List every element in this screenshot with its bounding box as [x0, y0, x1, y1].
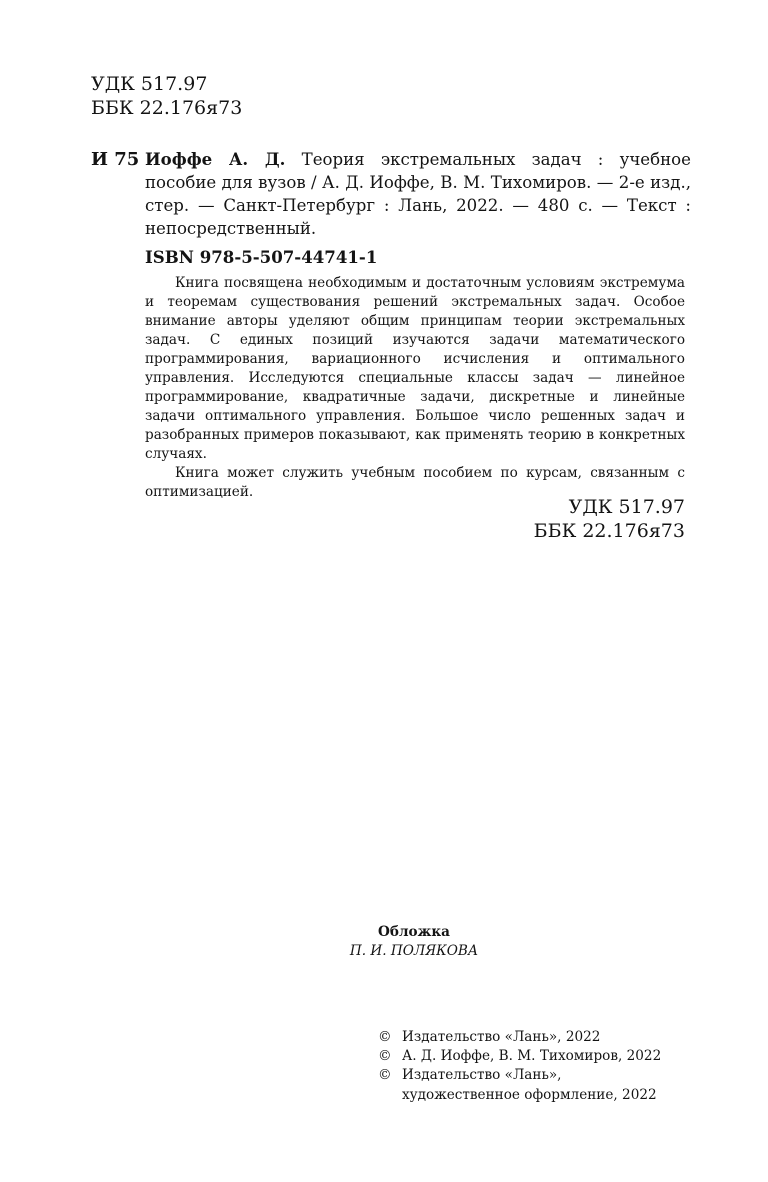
isbn: ISBN 978-5-507-44741-1: [145, 247, 378, 267]
annotation: [145, 274, 685, 502]
cover-credit: [0, 923, 768, 961]
udk-code: УДК 517.97: [91, 73, 208, 95]
copyright-icon: ©: [378, 1048, 392, 1065]
copyright-line: [378, 1086, 661, 1105]
copyright-text: художественное оформление, 2022: [402, 1086, 657, 1103]
cover-designer: П. И. ПОЛЯКОВА: [349, 943, 479, 959]
copyright-text: А. Д. Иоффе, В. М. Тихомиров, 2022: [402, 1048, 662, 1065]
annotation-paragraph: Книга может служить учебным пособием по курсам, связанным с оптимизацией.: [145, 465, 685, 500]
author-name: Иоффе А. Д.: [145, 149, 286, 169]
annotation-paragraph: Книга посвящена необходимым и достаточным условиям экстремума и теоремам существования решений экстремальных задач. Особое внимание авторы уделяют общим принципам теории экстремальных задач. С единых позиций изучаются задачи математического программирования, вариационного исчисления и оптимального управления. Исследуются специальные классы задач — линейное программирование, квадратичные задачи, дискретные и линейные задачи оптимального управления. Большое число решенных задач и разобранных примеров показывают, как применять теорию в конкретных случаях.: [145, 275, 685, 462]
copyright-block: [378, 1028, 661, 1105]
copyright-text: Издательство «Лань», 2022: [402, 1029, 601, 1045]
bibliographic-description: [145, 148, 691, 240]
copyright-text: Издательство «Лань»,: [402, 1067, 562, 1084]
copyright-icon: ©: [378, 1067, 392, 1084]
bbk-code: ББК 22.176я73: [533, 520, 685, 542]
classification-codes-top: [91, 72, 242, 120]
cover-label: Обложка: [378, 924, 450, 940]
udk-code: УДК 517.97: [568, 496, 685, 518]
copyright-line: [378, 1066, 661, 1085]
bbk-code: ББК 22.176я73: [91, 97, 243, 119]
classification-codes-bottom: [534, 495, 685, 543]
copyright-line: [378, 1047, 661, 1066]
author-mark: И 75: [91, 149, 140, 170]
copyright-line: [378, 1028, 661, 1047]
copyright-icon: ©: [378, 1029, 392, 1045]
description-text: Теория экстремальных задач : учебное пособие для вузов / А. Д. Иоффе, В. М. Тихомиров. — 2-е изд., стер. — Санкт-Петербург : Лань, 2022. — 480 с. — Текст : непосредственный.: [145, 150, 691, 238]
